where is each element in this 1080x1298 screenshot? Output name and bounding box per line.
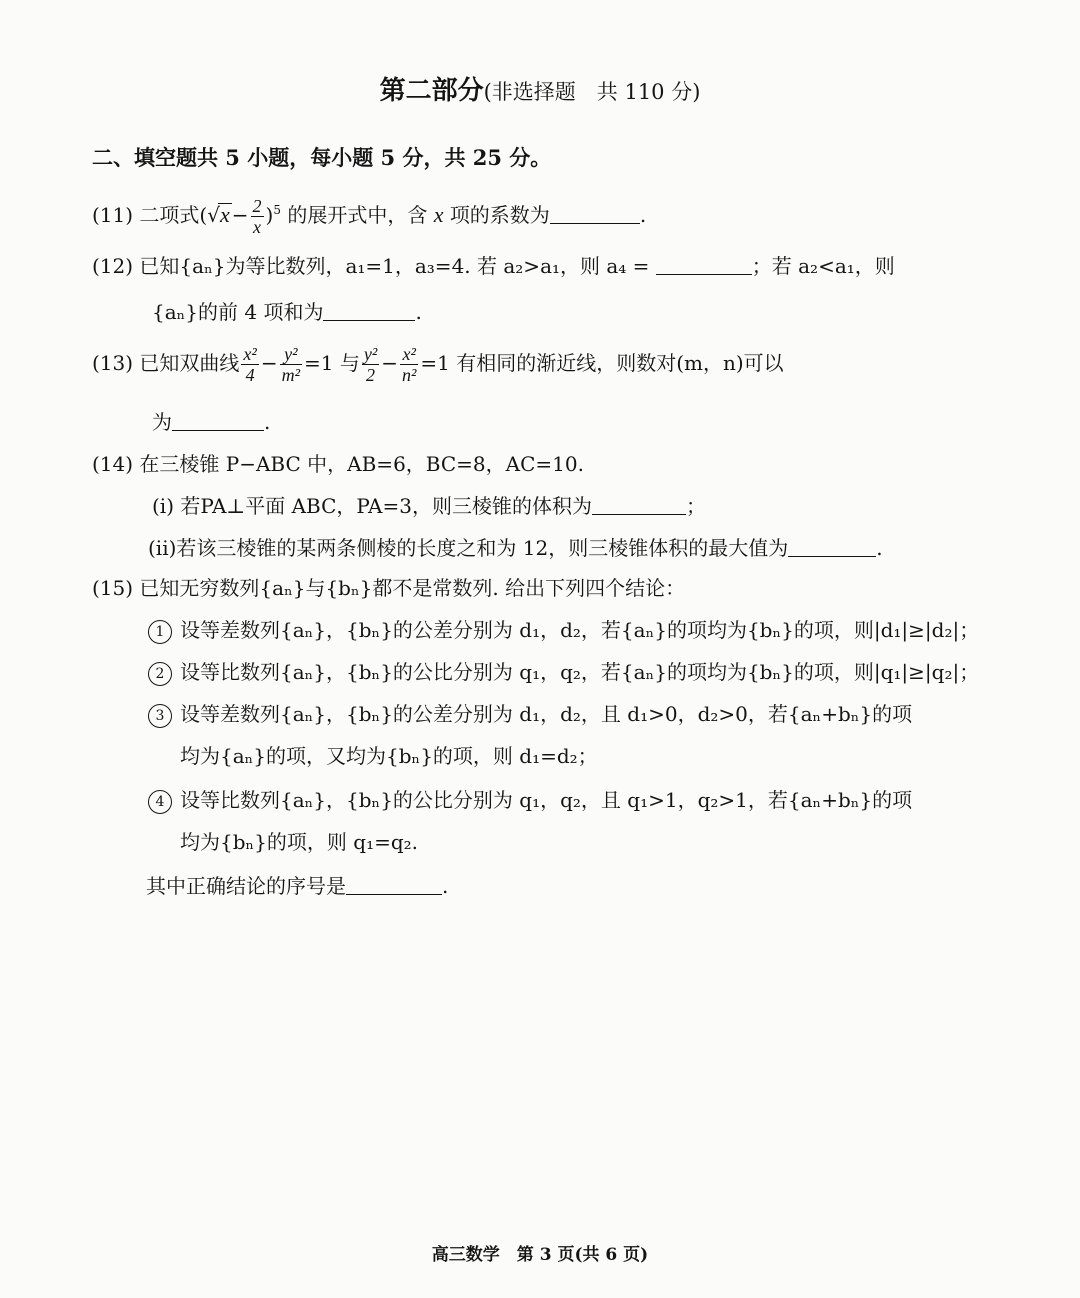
q11-number: (11) — [92, 203, 134, 227]
q14-answer-blank-1[interactable] — [592, 496, 686, 515]
q15-intro: 已知无穷数列{aₙ}与{bₙ}都不是常数列. 给出下列四个结论： — [139, 576, 686, 600]
q13-minus-1: − — [260, 351, 278, 375]
circled-number-icon: 2 — [148, 662, 172, 686]
question-13 — [92, 344, 784, 385]
q15-item-3 — [148, 704, 912, 728]
page-footer: 高三数学 第 3 页(共 6 页) — [431, 1245, 649, 1265]
question-12 — [92, 256, 895, 276]
q13-text-a: 已知双曲线 — [139, 351, 240, 375]
q15-item-3-text: 设等差数列{aₙ}，{bₙ}的公差分别为 d₁，d₂，且 d₁>0，d₂>0，若{aₙ+bₙ}的项 — [180, 702, 913, 726]
q11-text-c: 项的系数为 — [449, 203, 550, 227]
circled-number-icon: 4 — [148, 790, 172, 814]
question-12-line2 — [152, 302, 422, 322]
q13-end: . — [264, 410, 271, 434]
q15-item-4-line2: 均为{bₙ}的项，则 q₁=q₂. — [180, 830, 419, 854]
q15-item-2 — [148, 662, 979, 686]
question-15 — [92, 578, 685, 598]
circled-number-icon: 3 — [148, 704, 172, 728]
q11-power: 5 — [273, 203, 281, 217]
q14-part-i-end: ； — [685, 494, 706, 518]
q15-item-3-line2: 均为{aₙ}的项，又均为{bₙ}的项，则 d₁=d₂； — [180, 744, 598, 768]
q11-answer-blank[interactable] — [550, 205, 640, 224]
section-heading: 二、填空题共 5 小题，每小题 5 分，共 25 分。 — [92, 145, 552, 170]
q15-item-4 — [148, 790, 912, 814]
question-13-line2 — [152, 412, 270, 432]
q11-text-a: 二项式( — [139, 203, 208, 227]
q11-var: x — [433, 202, 444, 227]
q13-fraction-1: $\frac{\text{x²}}{4}$ — [243, 344, 257, 385]
q15-number: (15) — [92, 576, 134, 600]
q14-part-i: (i) 若PA⊥平面 ABC，PA=3，则三棱锥的体积为 — [152, 494, 592, 518]
question-14 — [92, 454, 584, 474]
q14-answer-blank-2[interactable] — [788, 538, 876, 557]
q11-minus: − — [231, 203, 249, 227]
q13-fraction-3: $\frac{\text{y²}}{2}$ — [363, 344, 378, 385]
q13-eq-and: =1 与 — [303, 351, 360, 375]
q13-fraction-4: $\frac{\text{x²}}{\text{n²}}$ — [401, 344, 417, 385]
q14-line1: 在三棱锥 P−ABC 中，AB=6，BC=8，AC=10. — [139, 452, 584, 476]
q13-line2: 为 — [152, 410, 172, 434]
circled-number-icon: 1 — [148, 620, 172, 644]
q12-answer-blank-1[interactable] — [656, 256, 752, 275]
q12-end: . — [415, 300, 422, 324]
part-title-main: 第二部分 — [379, 76, 484, 106]
q15-item-1-text: 设等差数列{aₙ}，{bₙ}的公差分别为 d₁，d₂，若{aₙ}的项均为{bₙ}的项，则|d₁|≥|d₂|； — [180, 618, 980, 642]
q12-answer-blank-2[interactable] — [323, 302, 415, 321]
q12-number: (12) — [92, 254, 134, 278]
part-title-sub: (非选择题 共 110 分) — [483, 80, 701, 104]
q11-fraction: $\frac{2}{x}$ — [252, 196, 262, 237]
q11-close-paren: ) — [265, 203, 274, 227]
q15-answer-blank[interactable] — [346, 876, 442, 895]
q15-end: . — [442, 874, 449, 898]
q15-conclusion — [146, 876, 448, 896]
q13-number: (13) — [92, 351, 134, 375]
q12-line1-mid: ；若 a₂<a₁，则 — [751, 254, 895, 278]
q15-conclusion-text: 其中正确结论的序号是 — [146, 874, 346, 898]
q14-part-ii-end: . — [876, 536, 883, 560]
q12-line1: 已知{aₙ}为等比数列，a₁=1，a₃=4. 若 a₂>a₁，则 a₄ = — [139, 254, 650, 278]
q14-part-ii: (ii)若该三棱锥的某两条侧棱的长度之和为 12，则三棱锥体积的最大值为 — [148, 536, 789, 560]
q14-number: (14) — [92, 452, 134, 476]
q13-answer-blank[interactable] — [172, 412, 264, 431]
question-11 — [92, 196, 646, 237]
q12-line2: {aₙ}的前 4 项和为 — [152, 300, 324, 324]
q15-item-2-text: 设等比数列{aₙ}，{bₙ}的公比分别为 q₁，q₂，若{aₙ}的项均为{bₙ}的项，则|q₁|≥|q₂|； — [180, 660, 980, 684]
part-title — [0, 70, 1080, 107]
q13-fraction-2: $\frac{\text{y²}}{\text{m²}}$ — [281, 344, 300, 385]
question-14-part-ii — [148, 538, 883, 558]
q15-item-4-text: 设等比数列{aₙ}，{bₙ}的公比分别为 q₁，q₂，且 q₁>1，q₂>1，若{aₙ+bₙ}的项 — [180, 788, 913, 812]
q15-item-1 — [148, 620, 979, 644]
q11-end: . — [639, 203, 647, 227]
question-14-part-i — [152, 496, 706, 516]
q13-text-b: =1 有相同的渐近线，则数对(m，n)可以 — [420, 351, 784, 375]
q13-minus-2: − — [381, 351, 398, 375]
q11-sqrt: √x — [207, 202, 230, 227]
q11-text-b: 的展开式中，含 — [287, 203, 428, 227]
